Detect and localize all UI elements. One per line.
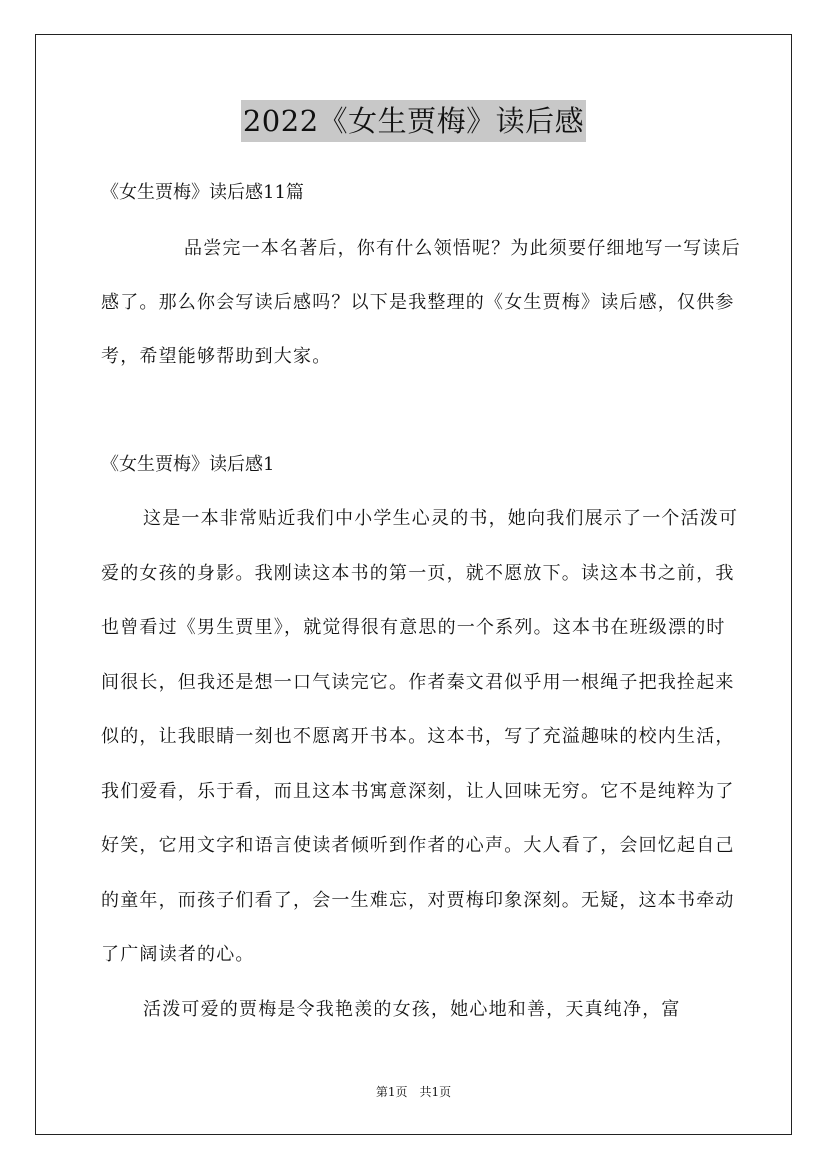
body-paragraph: 活泼可爱的贾梅是令我艳羡的女孩，她心地和善，天真纯净，富 xyxy=(143,999,681,1020)
body-paragraph: 这是一本非常贴近我们中小学生心灵的书，她向我们展示了一个活泼可爱的女孩的身影。我刚读这本书的第一页，就不愿放下。读这本书之前，我也曾看过《男生贾里》，就觉得很有意思的一个系列。这本书在班级漂的时间很长，但我还是想一口气读完它。作者秦文君似乎用一根绳子把我拴起来似的，让我眼睛一刻也不愿离开书本。这本书，写了充溢趣味的校内生活，我们爱看，乐于看，而且这本书寓意深刻，让人回味无穷。它不是纯粹为了好笑，它用文字和语言使读者倾听到作者的心声。大人看了，会回忆起自己的童年，而孩子们看了，会一生难忘，对贾梅印象深刻。无疑，这本书牵动了广阔读者的心。 xyxy=(101,508,739,965)
intro-paragraph: 品尝完一本名著后，你有什么领悟呢？为此须要仔细地写一写读后感了。那么你会写读后感吗？以下是我整理的《女生贾梅》读后感，仅供参考，希望能够帮助到大家。 xyxy=(101,238,741,367)
title-container xyxy=(0,100,827,142)
document-title: 2022《女生贾梅》读后感 xyxy=(241,100,586,142)
page-footer: 第1页 共1页 xyxy=(375,1085,452,1099)
document-subtitle: 《女生贾梅》读后感11篇 xyxy=(101,182,304,203)
section-heading: 《女生贾梅》读后感1 xyxy=(101,454,275,475)
